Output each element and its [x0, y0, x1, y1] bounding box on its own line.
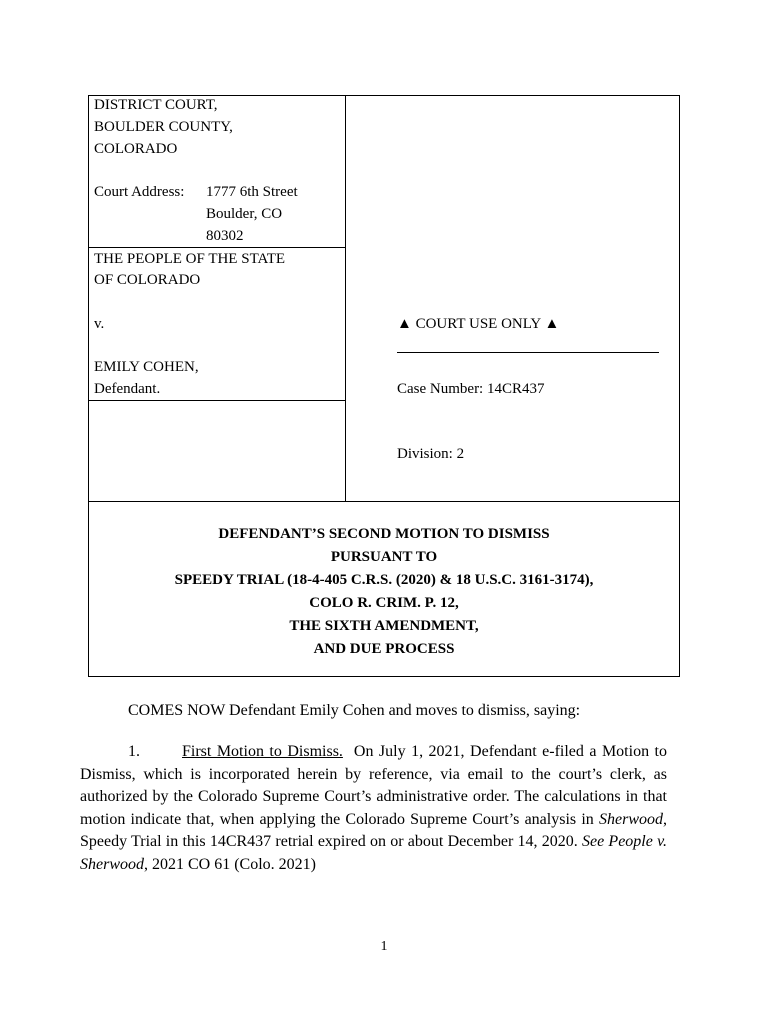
- court-address-line: 80302: [206, 228, 244, 244]
- caption-vertical-divider: [345, 95, 346, 502]
- paragraph-text: , 2021 CO 61 (Colo. 2021): [144, 855, 316, 873]
- citation: See People v. Sherwood: [80, 833, 667, 873]
- defendant-role: Defendant.: [94, 381, 161, 397]
- caption-divider-address: [88, 247, 345, 248]
- motion-title-line: THE SIXTH AMENDMENT,: [289, 618, 479, 634]
- motion-title-line: AND DUE PROCESS: [313, 641, 455, 657]
- defendant-name: EMILY COHEN,: [94, 359, 199, 375]
- paragraph-heading: First Motion to Dismiss.: [182, 743, 343, 760]
- motion-title-line: COLO R. CRIM. P. 12,: [309, 595, 459, 611]
- versus: v.: [94, 316, 105, 332]
- paragraph-1: [80, 741, 667, 876]
- motion-title-line: SPEEDY TRIAL (18-4-405 C.R.S. (2020) & 18 U.S.C. 3161-3174),: [174, 572, 594, 588]
- case-number: Case Number: 14CR437: [397, 381, 545, 397]
- motion-title: [88, 523, 680, 661]
- court-use-only: ▲ COURT USE ONLY ▲: [397, 316, 560, 332]
- court-name-line-3: COLORADO: [94, 141, 178, 157]
- court-name-line-2: BOULDER COUNTY,: [94, 119, 233, 135]
- division: Division: 2: [397, 446, 465, 462]
- court-name-line-1: DISTRICT COURT,: [94, 97, 218, 113]
- motion-title-line: DEFENDANT’S SECOND MOTION TO DISMISS: [218, 526, 550, 542]
- paragraph-text: , Speedy Trial in this 14CR437 retrial expired on or about December 14, 2020.: [80, 810, 667, 850]
- court-address-label: Court Address:: [94, 184, 185, 200]
- paragraph-text: On July 1, 2021, Defendant e-filed a Motion to Dismiss, which is incorporated herein by reference, via email to the court’s clerk, as authorized by the Colorado Supreme Court’s administrative order. The calculations in that motion indicate that, when applying the Colorado Supreme Court’s analysis in: [80, 743, 668, 828]
- intro-paragraph: COMES NOW Defendant Emily Cohen and moves to dismiss, saying:: [128, 702, 581, 719]
- plaintiff-line-1: THE PEOPLE OF THE STATE: [94, 251, 286, 267]
- paragraph-number: 1.: [128, 743, 140, 760]
- court-address-line: 1777 6th Street: [206, 184, 298, 200]
- page-number: 1: [380, 939, 388, 954]
- case-name: Sherwood: [599, 810, 663, 828]
- plaintiff-line-2: OF COLORADO: [94, 272, 201, 288]
- court-use-line: [397, 352, 659, 353]
- court-address-line: Boulder, CO: [206, 206, 283, 222]
- motion-title-line: PURSUANT TO: [330, 549, 438, 565]
- court-address: [206, 181, 298, 247]
- caption-divider-title: [88, 501, 680, 502]
